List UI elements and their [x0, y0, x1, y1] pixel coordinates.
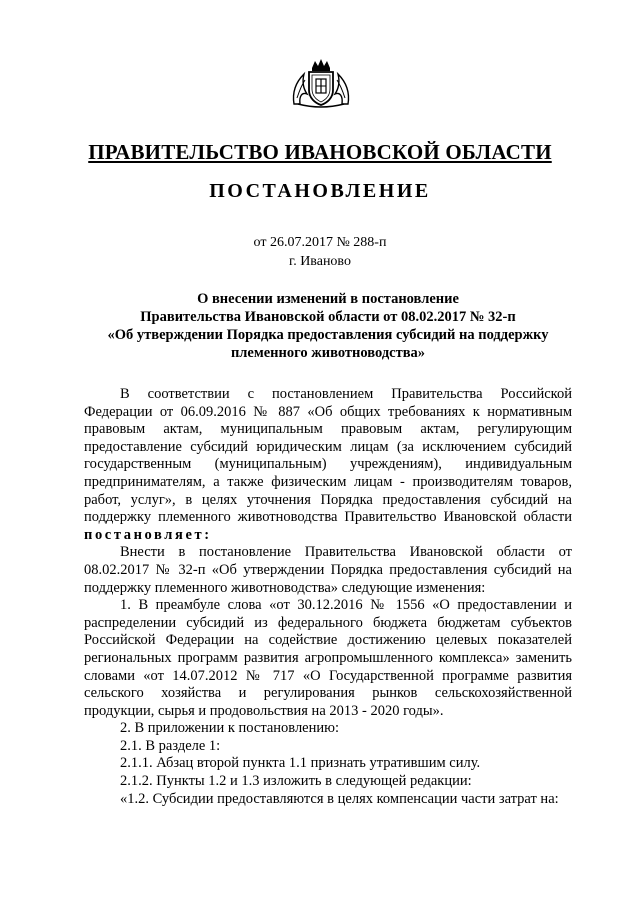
paragraph: Внести в постановление Правительства Ивановской области от 08.02.2017 № 32-п «Об утверждении Порядка предоставления субсидий на поддержку племенного животноводства» следующие изменения: — [84, 544, 572, 596]
paragraph: «1.2. Субсидии предоставляются в целях компенсации части затрат на: — [120, 790, 559, 807]
resolves-word: постановляет: — [84, 526, 212, 543]
paragraph: 1. В преамбуле слова «от 30.12.2016 № 1556 «О предоставлении и распределении субсидий из федерального бюджета бюджетам субъектов Российской Федерации на содействие достижению целевых показателей региональных программ развития агропромышленного комплекса» заменить словами «от 14.07.2012 № 717 «О Государственной программе развития сельского хозяйства и регулирования рынков сельскохозяйственной продукции, сырья и продовольствия на 2013 - 2020 годы». — [84, 597, 572, 719]
subject-line: племенного животноводства» — [230, 345, 426, 361]
date-number: от 26.07.2017 № 288-п — [253, 235, 387, 250]
paragraph: 2.1. В разделе 1: — [120, 737, 221, 754]
coat-of-arms-icon — [290, 58, 352, 108]
subject-line: Правительства Ивановской области от 08.02.2017 № 32-п — [140, 309, 516, 325]
document-type: ПОСТАНОВЛЕНИЕ — [209, 180, 431, 202]
paragraph: 2.1.2. Пункты 1.2 и 1.3 изложить в следующей редакции: — [120, 773, 472, 790]
city: г. Иваново — [289, 254, 351, 269]
subject-line: О внесении изменений в постановление — [197, 291, 459, 307]
document-body — [84, 386, 572, 808]
paragraph: 2. В приложении к постановлению: — [120, 720, 340, 737]
paragraph-preamble — [84, 386, 572, 544]
subject-line: «Об утверждении Порядка предоставления субсидий на поддержку — [107, 327, 549, 343]
preamble-text: В соответствии с постановлением Правительства Российской Федерации от 06.09.2016 № 887 «Об общих требованиях к нормативным правовым актам, муниципальным правовым актам, регулирующим предоставление субсидий юридическим лицам (за исключением субсидий государственным (муниципальным) учреждениям), индивидуальным предпринимателям, а также физическим лицам - производителям товаров, работ, услуг», в целях уточнения Порядка предоставления субсидий на поддержку племенного животноводства Правительство Ивановской области — [84, 386, 572, 526]
paragraph: 2.1.1. Абзац второй пункта 1.1 признать утратившим силу. — [120, 755, 481, 772]
document-subject — [84, 290, 572, 362]
government-title: ПРАВИТЕЛЬСТВО ИВАНОВСКОЙ ОБЛАСТИ — [88, 140, 552, 164]
